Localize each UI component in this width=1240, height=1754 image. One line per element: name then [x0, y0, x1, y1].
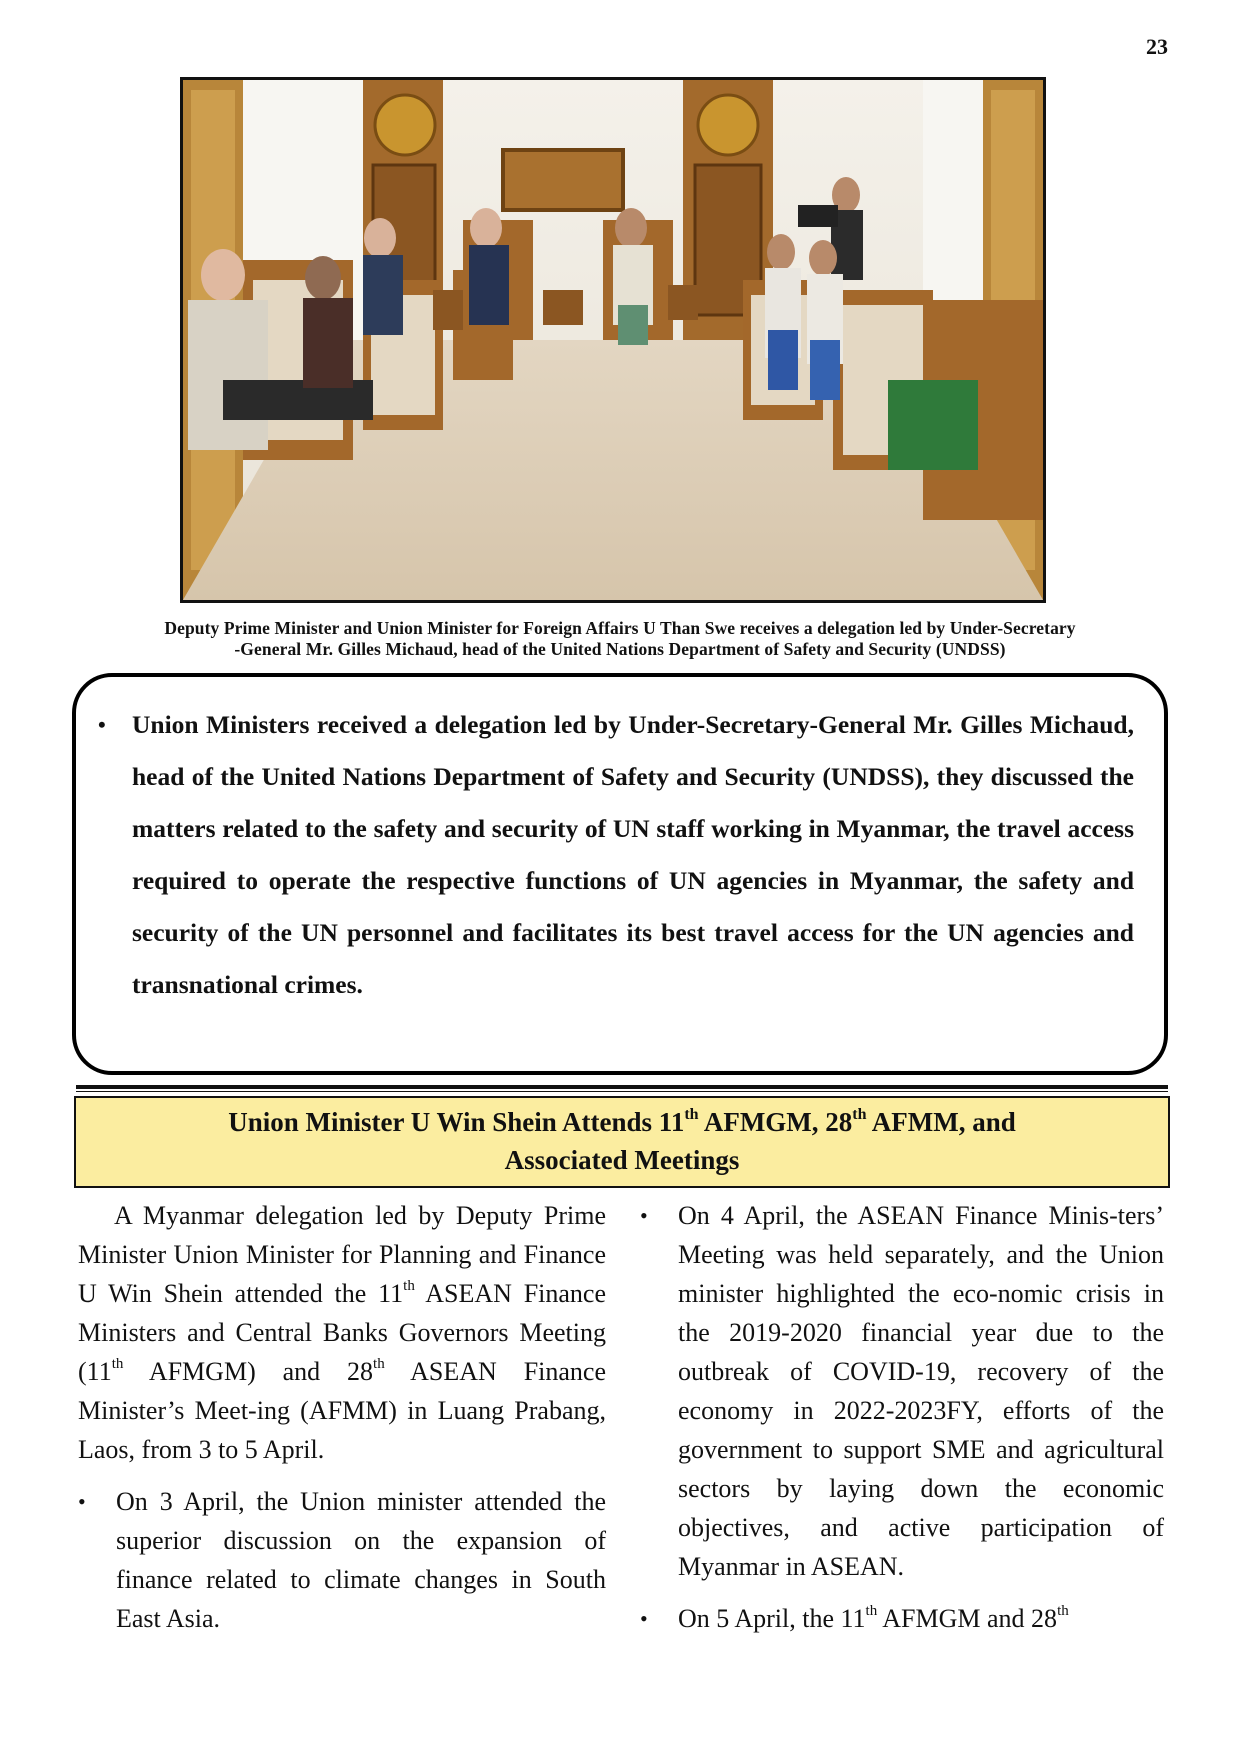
right-column	[640, 1196, 1164, 1651]
intro-text-d: ASEAN Finance Minister’s Meet-ing (AFMM) in Luang Prabang, Laos, from 3 to 5 April.	[78, 1357, 606, 1464]
headline-line-1	[76, 1103, 1168, 1141]
right-bullet-item-1	[640, 1196, 1164, 1586]
caption-line-2: -General Mr. Gilles Michaud, head of the United Nations Department of Safety and Security (UNDSS)	[234, 639, 1006, 659]
highlight-list	[98, 699, 1134, 1011]
bullet-icon: •	[78, 1489, 86, 1514]
photo-caption	[74, 618, 1166, 660]
headline-line-2: Associated Meetings	[504, 1145, 740, 1175]
right-bullet-2-text-b: AFMGM and 28	[877, 1604, 1058, 1633]
article-headline	[74, 1096, 1170, 1188]
headline-part-2: AFMGM, 28	[698, 1107, 853, 1137]
bullet-icon: •	[640, 1606, 648, 1631]
right-bullet-text-2	[678, 1604, 1069, 1633]
intro-text-a: A Myanmar delegation led by Deputy Prime Minister Union Minister for Planning and Finance U Win Shein attended the 11	[78, 1201, 606, 1308]
meeting-photo-illustration	[183, 80, 1043, 600]
right-bullet-2-sup-1: th	[865, 1603, 878, 1620]
right-bullet-2-sup-2: th	[1057, 1603, 1069, 1620]
headline-part-3: AFMM, and	[866, 1107, 1016, 1137]
left-bullet-text: On 3 April, the Union minister attended the superior discussion on the expansion of finance related to climate changes in South East Asia.	[116, 1487, 606, 1633]
highlight-box	[72, 673, 1168, 1075]
intro-text-b: ASEAN Finance Ministers and Central Banks Governors Meeting (11	[78, 1279, 606, 1386]
intro-sup-3: th	[373, 1356, 385, 1373]
headline-part-1: Union Minister U Win Shein Attends 11	[228, 1107, 685, 1137]
intro-paragraph	[78, 1196, 606, 1469]
highlight-bullet-item	[98, 699, 1134, 1011]
bullet-icon: •	[98, 712, 106, 737]
bullet-icon: •	[640, 1203, 648, 1228]
caption-line-1: Deputy Prime Minister and Union Minister for Foreign Affairs U Than Swe receives a delegation led by Under-Secretary	[164, 618, 1076, 638]
right-bullet-2-text-a: On 5 April, the 11	[678, 1604, 866, 1633]
headline-sup-2: th	[852, 1106, 867, 1123]
page-number: 23	[1146, 34, 1168, 59]
right-bullet-text-1: On 4 April, the ASEAN Finance Minis-ters’ Meeting was held separately, and the Union minister highlighted the eco-nomic crisis in the 2019-2020 financial year due to the outbreak of COVID-19, recovery of the economy in 2022-2023FY, efforts of the government to support SME and agricultural sectors by laying down the economic objectives, and active participation of Myanmar in ASEAN.	[678, 1201, 1164, 1581]
headline-sup-1: th	[684, 1106, 699, 1123]
highlight-bullet-text: Union Ministers received a delegation led by Under-Secretary-General Mr. Gilles Michaud, head of the United Nations Department of Safety and Security (UNDSS), they discussed the matters related to the safety and security of UN staff working in Myanmar, the travel access required to operate the respective functions of UN agencies in Myanmar, the safety and security of the UN personnel and facilitates its best travel access for the UN agencies and transnational crimes.	[132, 710, 1134, 999]
left-bullet-item	[78, 1482, 606, 1638]
meeting-photo	[180, 77, 1046, 603]
right-bullet-item-2	[640, 1599, 1164, 1638]
intro-sup-2: th	[111, 1356, 124, 1373]
intro-sup-1: th	[403, 1278, 415, 1295]
section-divider-thick	[76, 1085, 1168, 1089]
left-column	[78, 1196, 606, 1651]
intro-text-c: AFMGM) and 28	[123, 1357, 374, 1386]
section-divider-thin	[76, 1091, 1168, 1092]
